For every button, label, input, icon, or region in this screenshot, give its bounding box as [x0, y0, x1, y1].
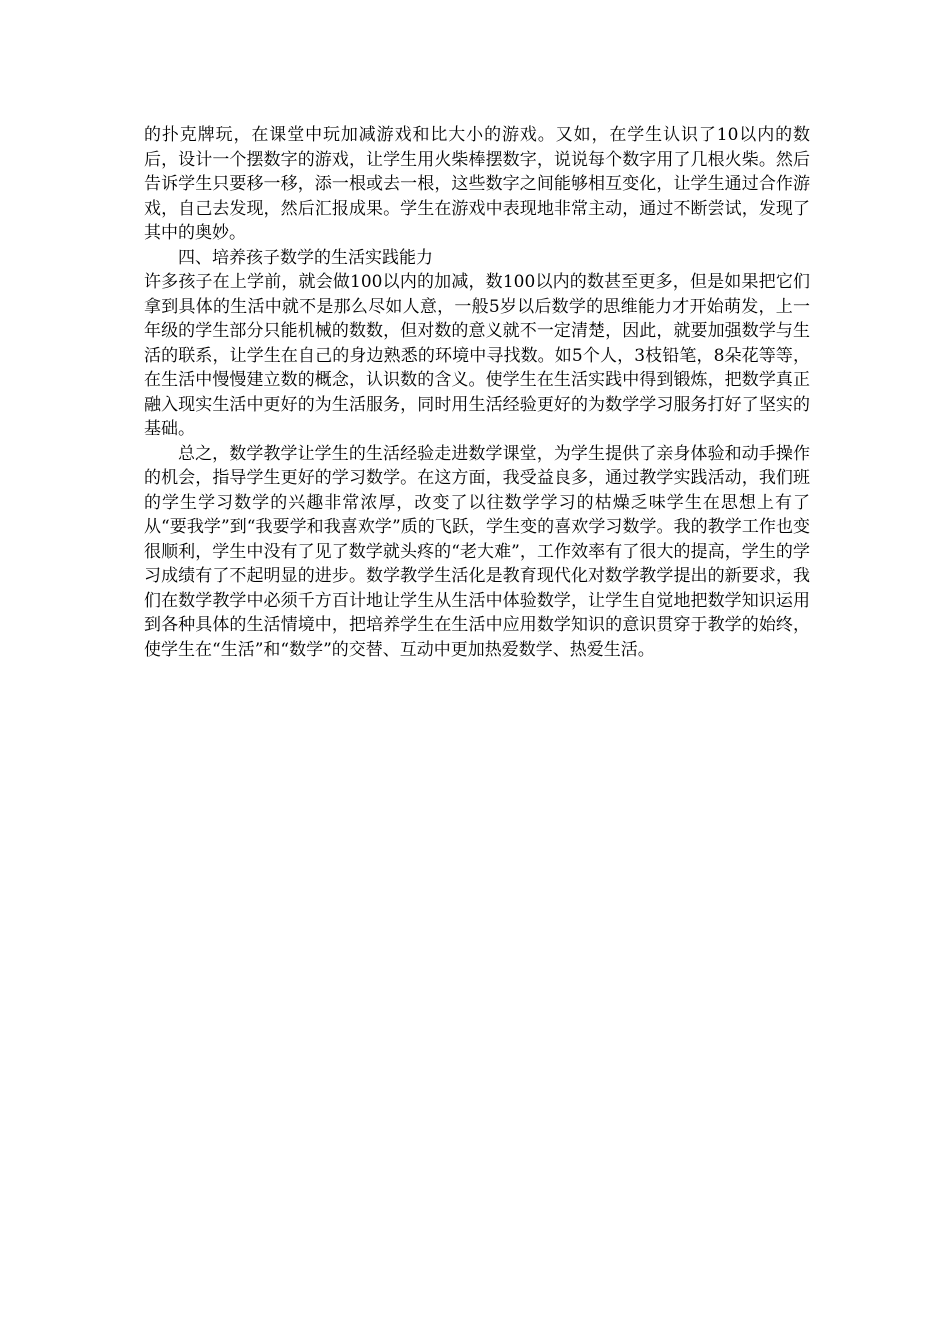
document-body: [144, 123, 810, 662]
body-paragraph-life-practice: 许多孩子在上学前，就会做100以内的加减，数100以内的数甚至更多，但是如果把它们拿到具体的生活中就不是那么尽如人意，一般5岁以后数学的思维能力才开始萌发，上一年级的学生部分只能机械的数数，但对数的意义就不一定清楚，因此，就要加强数学与生活的联系，让学生在自己的身边熟悉的环境中寻找数。如5个人，3枝铅笔，8朵花等等，在生活中慢慢建立数的概念，认识数的含义。使学生在生活实践中得到锻炼，把数学真正融入现实生活中更好的为生活服务，同时用生活经验更好的为数学学习服务打好了坚实的基础。: [144, 272, 810, 439]
body-paragraph-games: 的扑克牌玩，在课堂中玩加减游戏和比大小的游戏。又如，在学生认识了10以内的数后，设计一个摆数字的游戏，让学生用火柴棒摆数字，说说每个数字用了几根火柴。然后告诉学生只要移一移，添一根或去一根，这些数字之间能够相互变化，让学生通过合作游戏，自己去发现，然后汇报成果。学生在游戏中表现地非常主动，通过不断尝试，发现了其中的奥妙。: [144, 125, 810, 243]
body-paragraph-conclusion: 总之，数学教学让学生的生活经验走进数学课堂，为学生提供了亲身体验和动手操作的机会，指导学生更好的学习数学。在这方面，我受益良多，通过教学实践活动，我们班的学生学习数学的兴趣非常浓厚，改变了以往数学学习的枯燥乏味学生在思想上有了从“要我学”到“我要学和我喜欢学”质的飞跃，学生变的喜欢学习数学。我的教学工作也变很顺利，学生中没有了见了数学就头疼的“老大难”，工作效率有了很大的提高，学生的学习成绩有了不起明显的进步。数学教学生活化是教育现代化对数学教学提出的新要求，我们在数学教学中必须千方百计地让学生从生活中体验数学，让学生自觉地把数学知识运用到各种具体的生活情境中，把培养学生在生活中应用数学知识的意识贯穿于教学的始终，使学生在“生活”和“数学”的交替、互动中更加热爱数学、热爱生活。: [144, 443, 810, 660]
section-heading-four: 四、培养孩子数学的生活实践能力: [178, 247, 433, 268]
